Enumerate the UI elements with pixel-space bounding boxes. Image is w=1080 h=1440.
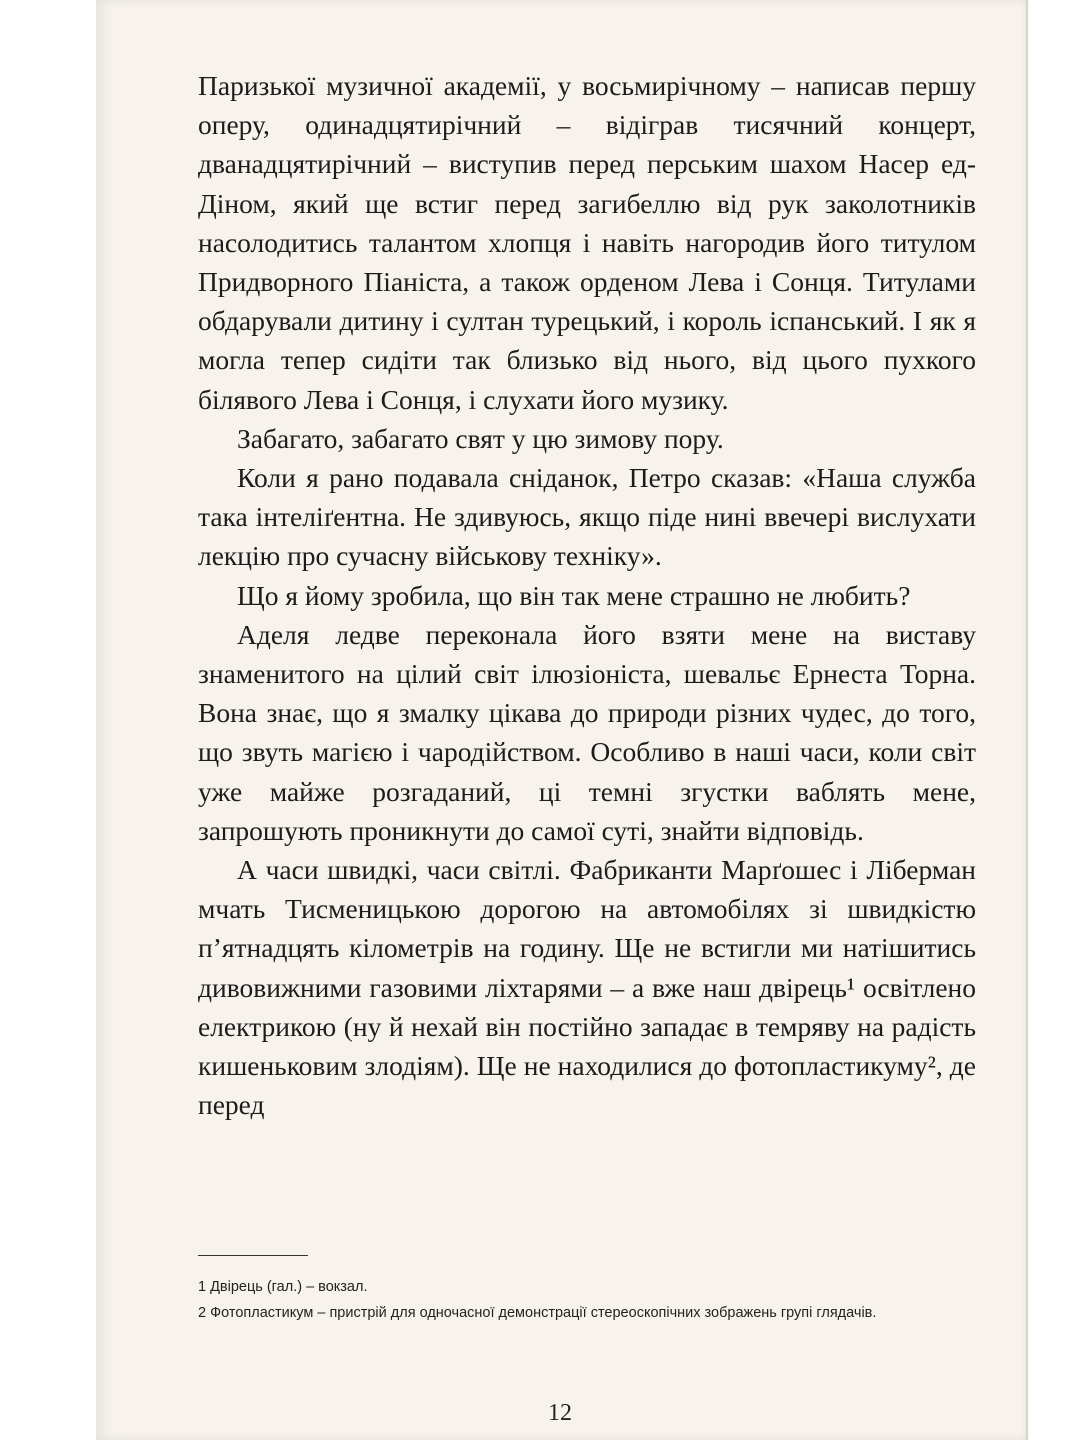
paragraph-1: Паризької музичної академії, у восьмирічному – написав першу оперу, одинадцятирічний – відіграв тисячний концерт, дванадцятирічний – виступив перед перським шахом Насер ед-Діном, який ще встиг перед загибеллю від рук заколотників насолодитись талантом хлопця і навіть нагородив його титулом Придворного Піаніста, а також орденом Лева і Сонця. Титулами обдарували дитину і султан турецький, і король іспанський. І як я могла тепер сидіти так близько від нього, від цього пухкого білявого Лева і Сонця, і слухати його музику. [198,70,976,415]
page-edge [1026,0,1028,1440]
page-number: 12 [548,1400,572,1426]
paragraph-3: Коли я рано подавала сніданок, Петро сказав: «Наша служба така інтеліґентна. Не здивуюсь, якщо піде нині ввечері вислухати лекцію про сучасну військову техніку». [198,462,976,572]
paragraph-2: Забагато, забагато свят у цю зимову пору. [237,422,724,454]
footnotes [198,1276,976,1328]
paragraph-4: Що я йому зробила, що він так мене страшно не любить? [237,579,911,611]
paragraph-5: Аделя ледве переконала його взяти мене на виставу знаменитого на цілий світ ілюзіоніста, шевальє Ернеста Торна. Вона знає, що я змалку цікава до природи різних чудес, до того, що звуть магією і чародійством. Особливо в наші часи, коли світ уже майже розгаданий, ці темні згустки ваблять мене, запрошують проникнути до самої суті, знайти відповідь. [198,618,976,846]
footnote-2: 2 Фотопластикум – пристрій для одночасної демонстрації стереоскопічних зображень групі глядачів. [198,1305,877,1321]
footnote-1: 1 Двірець (гал.) – вокзал. [198,1279,368,1295]
footnote-divider [198,1255,308,1256]
paragraph-6: А часи швидкі, часи світлі. Фабриканти Марґошес і Ліберман мчать Тисменицькою дорогою на автомобілях зі швидкістю п’ятнадцять кілометрів на годину. Ще не встигли ми натішитись дивовижними газовими ліхтарями – а вже наш двірець¹ освітлено електрикою (ну й нехай він постійно западає в темряву на радість кишеньковим злодіям). Ще не находилися до фотопластикуму², де перед [198,854,976,1121]
body-text [198,66,976,1124]
